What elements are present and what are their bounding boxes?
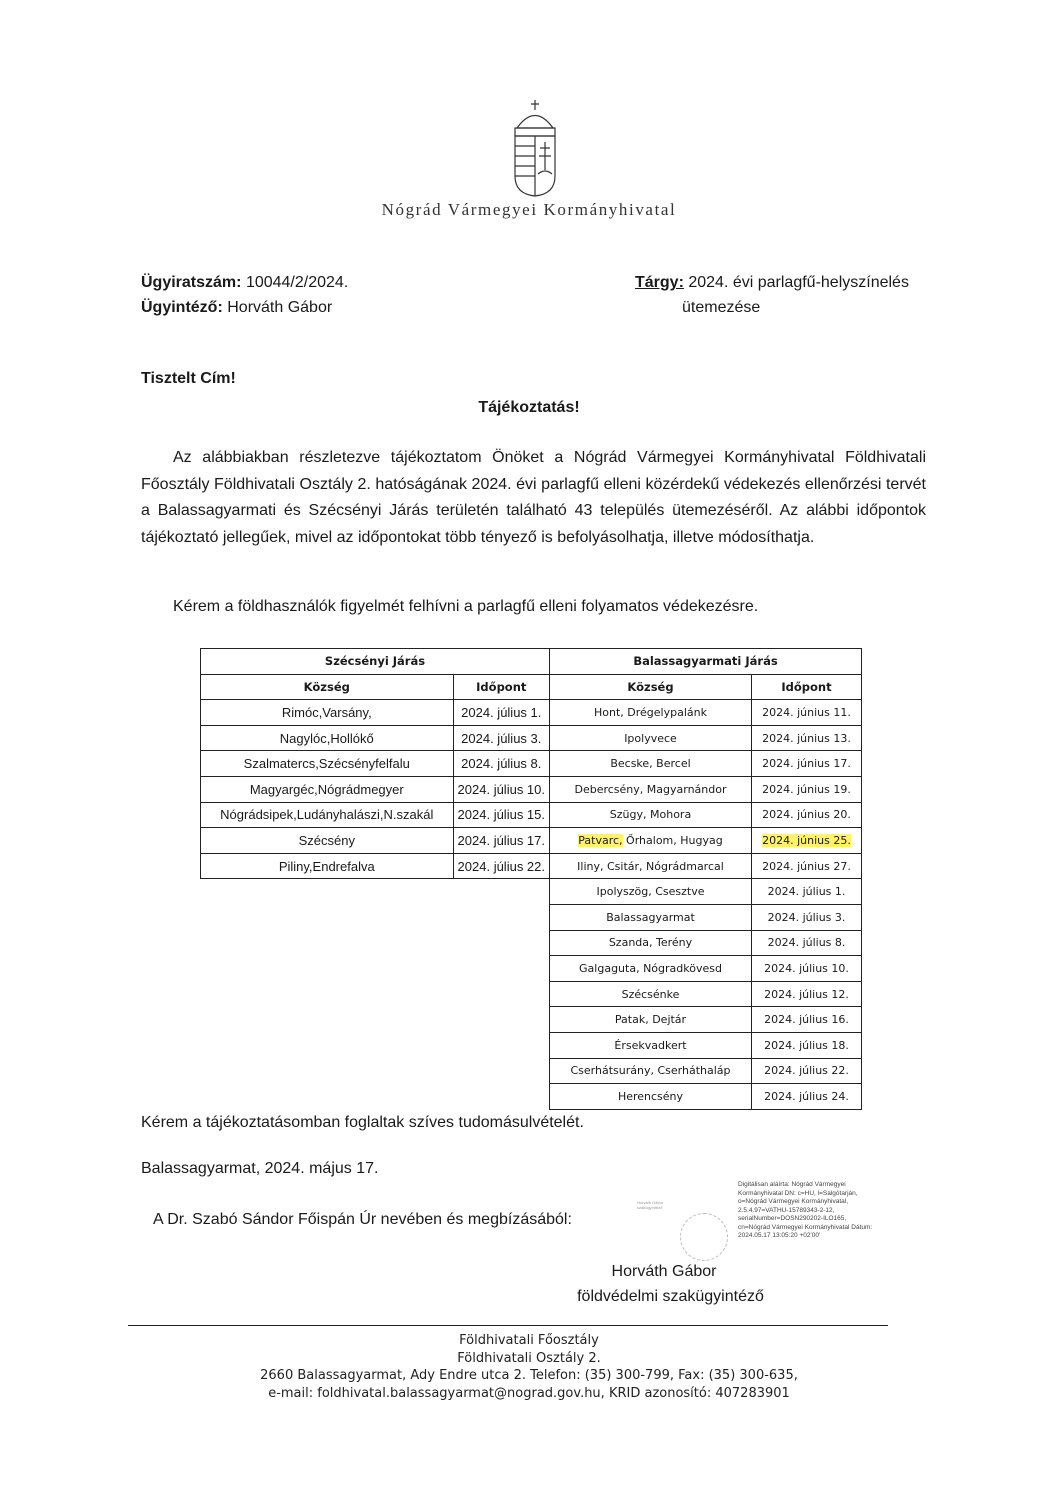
date-cell: 2024. július 22. <box>752 1058 862 1084</box>
table-row <box>201 802 550 828</box>
table-row <box>201 776 550 802</box>
date-cell: 2024. július 22. <box>453 853 549 879</box>
village-cell: Rimóc,Varsány, <box>201 700 454 726</box>
village-cell: Szanda, Terény <box>550 930 752 956</box>
village-cell: Magyargéc,Nógrádmegyer <box>201 776 454 802</box>
table-row <box>201 700 550 726</box>
footer-department: Földhivatali Főosztály <box>459 1333 599 1348</box>
footer-address: 2660 Balassagyarmat, Ady Endre utca 2. Telefon: (35) 300-799, Fax: (35) 300-635, <box>260 1368 798 1383</box>
table-row <box>550 751 862 777</box>
village-cell: Hont, Drégelypalánk <box>550 700 752 726</box>
signer-name: Horváth Gábor <box>611 1263 717 1280</box>
signature-caption <box>637 1200 663 1210</box>
village-cell: Szügy, Mohora <box>550 802 752 828</box>
highlighted-text: 2024. június 25. <box>762 833 851 847</box>
table-row <box>201 853 550 879</box>
footer-contact: e-mail: foldhivatal.balassagyarmat@nograd.gov.hu, KRID azonosító: 407283901 <box>268 1385 790 1401</box>
table-title: Szécsényi Járás <box>201 649 550 675</box>
officer-name: Horváth Gábor <box>227 299 333 316</box>
table-row <box>550 725 862 751</box>
highlighted-text: Patvarc, <box>578 833 623 847</box>
subject-label: Tárgy: <box>635 274 684 291</box>
table-row <box>201 828 550 854</box>
officer-label: Ügyintéző: <box>141 299 223 316</box>
date-cell: 2024. június 11. <box>752 700 862 726</box>
table-row <box>201 725 550 751</box>
column-header-village: Község <box>550 674 752 700</box>
column-header-date: Időpont <box>453 674 549 700</box>
village-cell: Cserhátsurány, Cserháthaláp <box>550 1058 752 1084</box>
date-cell: 2024. június 19. <box>752 776 862 802</box>
date-cell: 2024. június 20. <box>752 802 862 828</box>
signer-role: földvédelmi szakügyintéző <box>577 1288 764 1305</box>
village-cell: Galgaguta, Nógradkövesd <box>550 956 752 982</box>
village-cell: Szalmatercs,Szécsényfelfalu <box>201 751 454 777</box>
place-and-date: Balassagyarmat, 2024. május 17. <box>141 1160 379 1177</box>
table-row <box>550 1032 862 1058</box>
village-cell: Szécsénke <box>550 981 752 1007</box>
village-cell: Becske, Bercel <box>550 751 752 777</box>
szecsenyi-schedule-table <box>200 648 550 879</box>
date-cell: 2024. június 13. <box>752 725 862 751</box>
table-row <box>550 853 862 879</box>
date-cell: 2024. július 10. <box>752 956 862 982</box>
village-cell: Balassagyarmat <box>550 904 752 930</box>
table-row <box>550 1007 862 1033</box>
date-cell: 2024. június 17. <box>752 751 862 777</box>
file-number-label: Ügyiratszám: <box>141 274 242 291</box>
date-cell: 2024. július 17. <box>453 828 549 854</box>
date-cell: 2024. június 27. <box>752 853 862 879</box>
date-cell <box>752 828 862 854</box>
village-cell: Érsekvadkert <box>550 1032 752 1058</box>
date-cell: 2024. július 1. <box>453 700 549 726</box>
table-title: Balassagyarmati Járás <box>550 649 862 675</box>
date-cell: 2024. július 12. <box>752 981 862 1007</box>
footer-divider <box>128 1325 888 1326</box>
footer-unit: Földhivatali Osztály 2. <box>457 1350 601 1366</box>
intro-paragraph: Az alábbiakban részletezve tájékoztatom Önöket a Nógrád Vármegyei Kormányhivatal Földhivatali Főosztály Földhivatali Osztály 2. hatóságának 2024. évi parlagfű elleni közérdekű védekezés ellenőrzési tervét a Balassagyarmati és Szécsényi Járás területén található 43 település ütemezéséről. Az alábbi időpontok tájékoztató jellegűek, mivel az időpontokat több tényező is befolyásolhatja, illetve módosíthatja. <box>141 449 926 546</box>
table-row <box>550 802 862 828</box>
document-title: Tájékoztatás! <box>478 399 580 416</box>
village-cell: Nagylóc,Hollókő <box>201 725 454 751</box>
date-cell: 2024. július 18. <box>752 1032 862 1058</box>
closing-sentence: Kérem a tájékoztatásomban foglaltak szíves tudomásulvételét. <box>141 1114 584 1131</box>
date-cell: 2024. július 1. <box>752 879 862 905</box>
date-cell: 2024. július 8. <box>453 751 549 777</box>
file-meta <box>141 270 348 320</box>
subject-line-1: 2024. évi parlagfű-helyszínelés <box>688 274 909 291</box>
village-cell: Piliny,Endrefalva <box>201 853 454 879</box>
table-row <box>550 1058 862 1084</box>
signature-caption-role: szakügyintéző <box>637 1205 663 1210</box>
date-cell: 2024. július 3. <box>453 725 549 751</box>
table-row <box>550 956 862 982</box>
date-cell: 2024. július 3. <box>752 904 862 930</box>
table-row-highlighted <box>550 828 862 854</box>
signature-caption-name: Horváth Gábor <box>637 1200 664 1205</box>
table-row <box>550 981 862 1007</box>
agency-name: Nógrád Vármegyei Kormányhivatal <box>381 200 677 219</box>
request-paragraph: Kérem a földhasználók figyelmét felhívni a parlagfű elleni folyamatos védekezésre. <box>173 598 759 615</box>
digital-signature-text: Digitálisan aláírta: Nógrád Vármegyei Kormányhivatal DN: c=HU, l=Salgótarján, o=Nógrád Vármegyei Kormányhivatal, 2.5.4.97=VATHU-15789343-2-12, serialNumber=DOSN290202-ILO165, cn=Nógrád Vármegyei Kormányhivatal Dátum: 2024.05.17 13:05:20 +02'00' <box>738 1181 873 1239</box>
subject-meta <box>635 270 909 320</box>
salutation: Tisztelt Cím! <box>141 370 236 387</box>
village-cell: Ipolyvece <box>550 725 752 751</box>
village-cell: Patak, Dejtár <box>550 1007 752 1033</box>
date-cell: 2024. július 15. <box>453 802 549 828</box>
village-cell: Herencsény <box>550 1084 752 1110</box>
village-text: Őrhalom, Hugyag <box>622 833 723 847</box>
balassagyarmati-schedule-table <box>549 648 862 1110</box>
village-cell: Iliny, Csitár, Nógrádmarcal <box>550 853 752 879</box>
table-row <box>550 1084 862 1110</box>
on-behalf-line: A Dr. Szabó Sándor Főispán Úr nevében és megbízásából: <box>153 1211 572 1228</box>
column-header-village: Község <box>201 674 454 700</box>
table-row <box>550 930 862 956</box>
table-row <box>550 904 862 930</box>
table-row <box>550 879 862 905</box>
official-seal-icon <box>680 1213 728 1261</box>
table-row <box>550 700 862 726</box>
column-header-date: Időpont <box>752 674 862 700</box>
footer <box>0 1332 1058 1402</box>
subject-line-2: ütemezése <box>682 299 761 316</box>
file-number: 10044/2/2024. <box>245 274 349 291</box>
hungarian-coat-of-arms-icon <box>505 98 565 198</box>
village-cell <box>550 828 752 854</box>
date-cell: 2024. július 16. <box>752 1007 862 1033</box>
date-cell: 2024. július 8. <box>752 930 862 956</box>
village-cell: Szécsény <box>201 828 454 854</box>
table-row <box>201 751 550 777</box>
village-cell: Debercsény, Magyarnándor <box>550 776 752 802</box>
village-cell: Ipolyszög, Csesztve <box>550 879 752 905</box>
table-row <box>550 776 862 802</box>
date-cell: 2024. július 10. <box>453 776 549 802</box>
date-cell: 2024. július 24. <box>752 1084 862 1110</box>
village-cell: Nógrádsipek,Ludányhalászi,N.szakál <box>201 802 454 828</box>
